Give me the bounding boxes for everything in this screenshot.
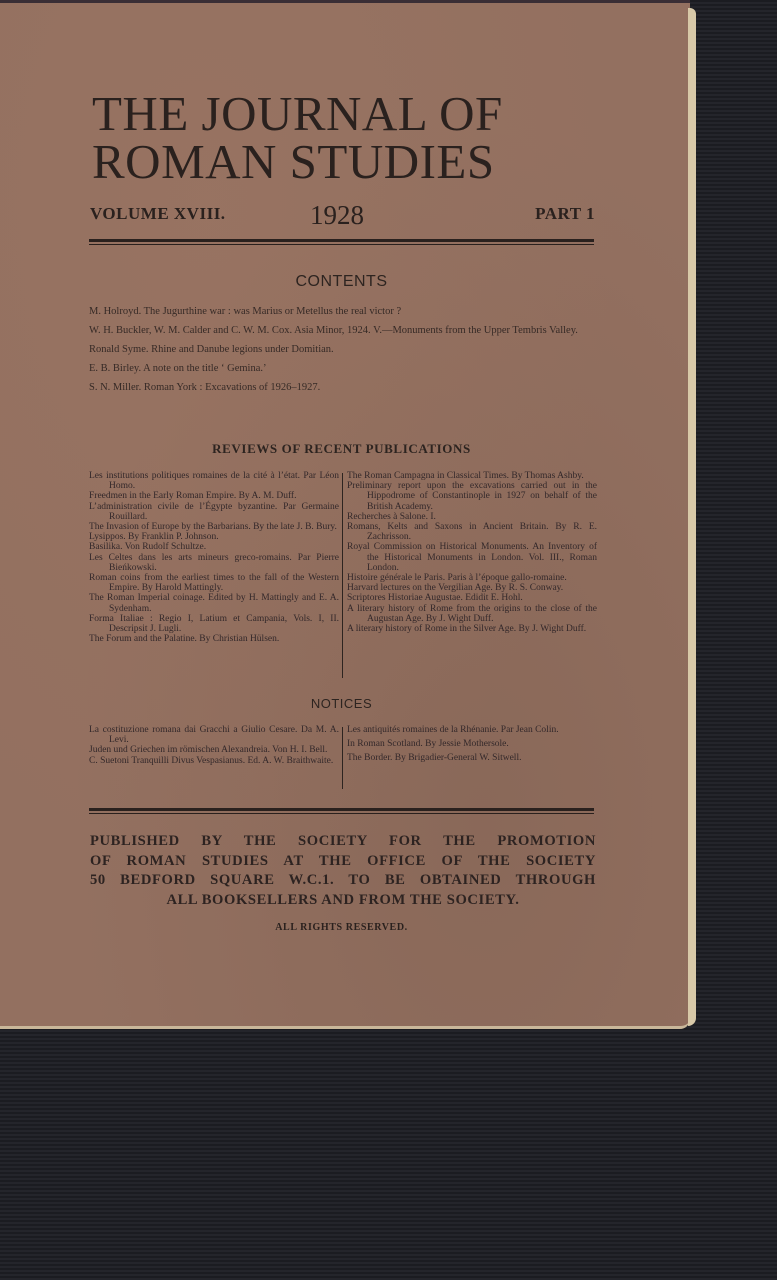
review-entry: Roman coins from the earliest times to the fall of the Western Empire. By Harold Mattingly. (89, 573, 339, 594)
notice-entry: In Roman Scotland. By Jessie Mothersole. (347, 739, 509, 750)
review-entry: The Roman Campagna in Classical Times. By Thomas Ashby. (347, 471, 584, 481)
contents-heading: CONTENTS (295, 273, 388, 290)
review-entry: Forma Italiae : Regio I, Latium et Campania, Vols. I, II. Descripsit J. Lugli. (89, 613, 339, 635)
reviews-left-column (89, 471, 339, 644)
part-number: PART 1 (535, 204, 595, 223)
review-entry: Preliminary report upon the excavations carried out in the Hippodrome of Constantinople in 1927 on behalf of the British Academy. (347, 481, 597, 512)
review-entry: Romans, Kelts and Saxons in Ancient Britain. By R. E. Zachrisson. (347, 522, 597, 543)
review-entry: Recherches à Salone. I. (347, 511, 436, 522)
contents-entry: E. B. Birley. A note on the title ‘ Gemina.’ (89, 363, 267, 374)
contents-entry: S. N. Miller. Roman York : Excavations of 1926–1927. (89, 382, 321, 393)
notice-entry: Juden und Griechen im römischen Alexandreia. Von H. I. Bell. (89, 745, 328, 756)
volume-row (90, 200, 595, 230)
notice-entry: C. Suetoni Tranquilli Divus Vespasianus. Ed. A. W. Braithwaite. (89, 755, 334, 766)
title-line-2: ROMAN STUDIES (92, 134, 495, 189)
publisher-line: PUBLISHED BY THE SOCIETY FOR THE PROMOTION (90, 833, 596, 849)
review-entry: Lysippos. By Franklin P. Johnson. (89, 532, 219, 543)
cover-top-shadow (0, 0, 690, 3)
notices-heading: NOTICES (310, 696, 373, 711)
reviews-right-column (347, 471, 597, 634)
journal-title (92, 86, 592, 189)
publisher-statement (90, 832, 596, 910)
review-entry: Les Celtes dans les arts mineurs greco-romains. Par Pierre Bieńkowski. (89, 552, 339, 573)
review-entry: A literary history of Rome from the origins to the close of the Augustan Age. By J. Wight Duff. (347, 603, 597, 624)
notices-columns (89, 725, 597, 790)
notice-entry: Les antiquités romaines de la Rhénanie. Par Jean Colin. (347, 725, 559, 735)
rights-reserved: ALL RIGHTS RESERVED. (275, 922, 408, 933)
review-entry: Scriptores Historiae Augustae. Edidit E. Hohl. (347, 593, 523, 604)
contents-list (89, 305, 594, 400)
contents-entry: W. H. Buckler, W. M. Calder and C. W. M. Cox. Asia Minor, 1924. V.—Monuments from the Upper Tembris Valley. (89, 325, 578, 336)
review-entry: The Forum and the Palatine. By Christian Hülsen. (89, 634, 280, 645)
column-divider (342, 473, 343, 678)
review-entry: L’administration civile de l’Égypte byzantine. Par Germaine Rouillard. (89, 501, 339, 522)
notice-entry: The Border. By Brigadier-General W. Sitwell. (347, 753, 522, 764)
review-entry: The Roman Imperial coinage. Edited by H. Mattingly and E. A. Sydenham. (89, 593, 339, 614)
reviews-heading: REVIEWS OF RECENT PUBLICATIONS (212, 441, 471, 456)
double-rule-bottom (89, 808, 594, 814)
review-entry: Basilika. Von Rudolf Schultze. (89, 542, 207, 553)
review-entry: Histoire générale le Paris. Paris à l’époque gallo-romaine. (347, 573, 567, 584)
review-entry: The Invasion of Europe by the Barbarians. By the late J. B. Bury. (89, 522, 337, 533)
column-divider (342, 727, 343, 789)
reviews-columns (89, 471, 597, 681)
review-entry: Royal Commission on Historical Monuments. An Inventory of the Historical Monuments in London. Vol. III., Roman London. (347, 542, 597, 573)
title-line-1: THE JOURNAL OF (92, 86, 503, 141)
review-entry: Harvard lectures on the Vergilian Age. By R. S. Conway. (347, 583, 564, 594)
notice-entry: La costituzione romana dai Gracchi a Giulio Cesare. Da M. A. Levi. (89, 725, 339, 746)
page-edge (688, 8, 696, 1026)
notices-left-column (89, 725, 339, 766)
publisher-line: 50 BEDFORD SQUARE W.C.1. TO BE OBTAINED THROUGH (90, 872, 596, 888)
notices-right-column (347, 725, 597, 764)
contents-entry: M. Holroyd. The Jugurthine war : was Marius or Metellus the real victor ? (89, 306, 402, 317)
double-rule-top (89, 239, 594, 245)
review-entry: Les institutions politiques romaines de la cité à l’état. Par Léon Homo. (89, 471, 339, 492)
review-entry: A literary history of Rome in the Silver Age. By J. Wight Duff. (347, 624, 587, 635)
volume-year: 1928 (310, 200, 364, 230)
contents-entry: Ronald Syme. Rhine and Danube legions under Domitian. (89, 344, 334, 355)
volume-number: VOLUME XVIII. (90, 204, 226, 223)
publisher-line: ALL BOOKSELLERS AND FROM THE SOCIETY. (166, 891, 520, 908)
publisher-line: OF ROMAN STUDIES AT THE OFFICE OF THE SOCIETY (90, 852, 596, 869)
review-entry: Freedmen in the Early Roman Empire. By A. M. Duff. (89, 491, 297, 502)
